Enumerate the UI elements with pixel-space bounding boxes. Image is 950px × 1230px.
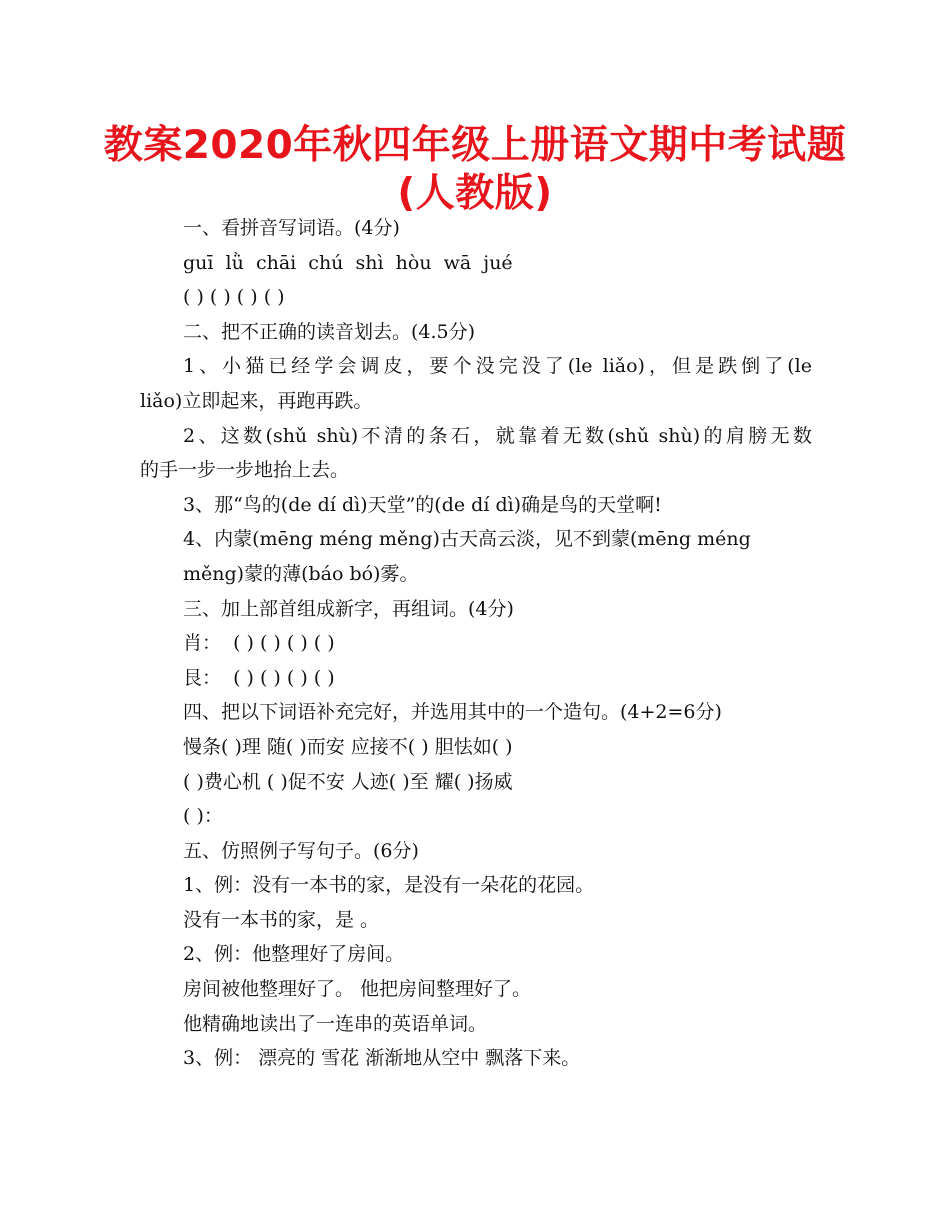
- text-line: 2、例：他整理好了房间。: [183, 943, 405, 966]
- text-line: 3、那“鸟的(de dí dì)天堂”的(de dí dì)确是鸟的天堂啊!: [183, 493, 662, 516]
- text-line: 肖： ( ) ( ) ( ) ( ): [183, 632, 335, 655]
- text-line: ( ) ( ) ( ) ( ): [183, 286, 285, 309]
- document-title-line2: (人教版): [397, 171, 553, 216]
- text-line: 房间被他整理好了。 他把房间整理好了。: [183, 978, 532, 1001]
- text-line: 4、内蒙(mēng méng měng)古天高云淡，见不到蒙(mēng méng: [183, 528, 751, 551]
- text-line: 一、看拼音写词语。(4分): [183, 217, 400, 239]
- document-body: [140, 211, 812, 1076]
- text-line: 三、加上部首组成新字，再组词。(4分): [183, 597, 514, 620]
- text-line: měng)蒙的薄(báo bó)雾。: [183, 562, 419, 585]
- text-line: 四、把以下词语补充完好，并选用其中的一个造句。(4+2=6分): [183, 701, 722, 724]
- document-title-line1: 教案2020年秋四年级上册语文期中考试题: [103, 123, 847, 168]
- text-line: ( )费心机 ( )促不安 人迹( )至 耀( )扬威: [183, 770, 513, 793]
- text-line: guī lǜ chāi chú shì hòu wā jué: [183, 251, 513, 274]
- text-line: 五、仿照例子写句子。(6分): [183, 839, 419, 862]
- text-line: 慢条( )理 随( )而安 应接不( ) 胆怯如( ): [183, 735, 513, 758]
- text-line: 二、把不正确的读音划去。(4.5分): [183, 320, 476, 343]
- text-line: 艮： ( ) ( ) ( ) ( ): [183, 666, 335, 689]
- text-line: 3、例： 漂亮的 雪花 渐渐地从空中 飘落下来。: [183, 1047, 581, 1070]
- text-line: ( )：: [183, 805, 223, 828]
- text-line: 1、小猫已经学会调皮，要个没完没了(le liǎo)，但是跌倒了(le: [183, 355, 812, 378]
- text-line: 他精确地读出了一连串的英语单词。: [183, 1012, 488, 1035]
- text-line: 的手一步一步地抬上去。: [140, 459, 350, 482]
- text-line: 1、例：没有一本书的家，是没有一朵花的花园。: [183, 874, 595, 897]
- text-line: 2、这数(shǔ shù)不清的条石，就靠着无数(shǔ shù)的肩膀无数: [183, 424, 812, 447]
- text-line: liǎo)立即起来，再跑再跌。: [140, 389, 373, 412]
- text-line: 没有一本书的家，是 。: [183, 908, 380, 931]
